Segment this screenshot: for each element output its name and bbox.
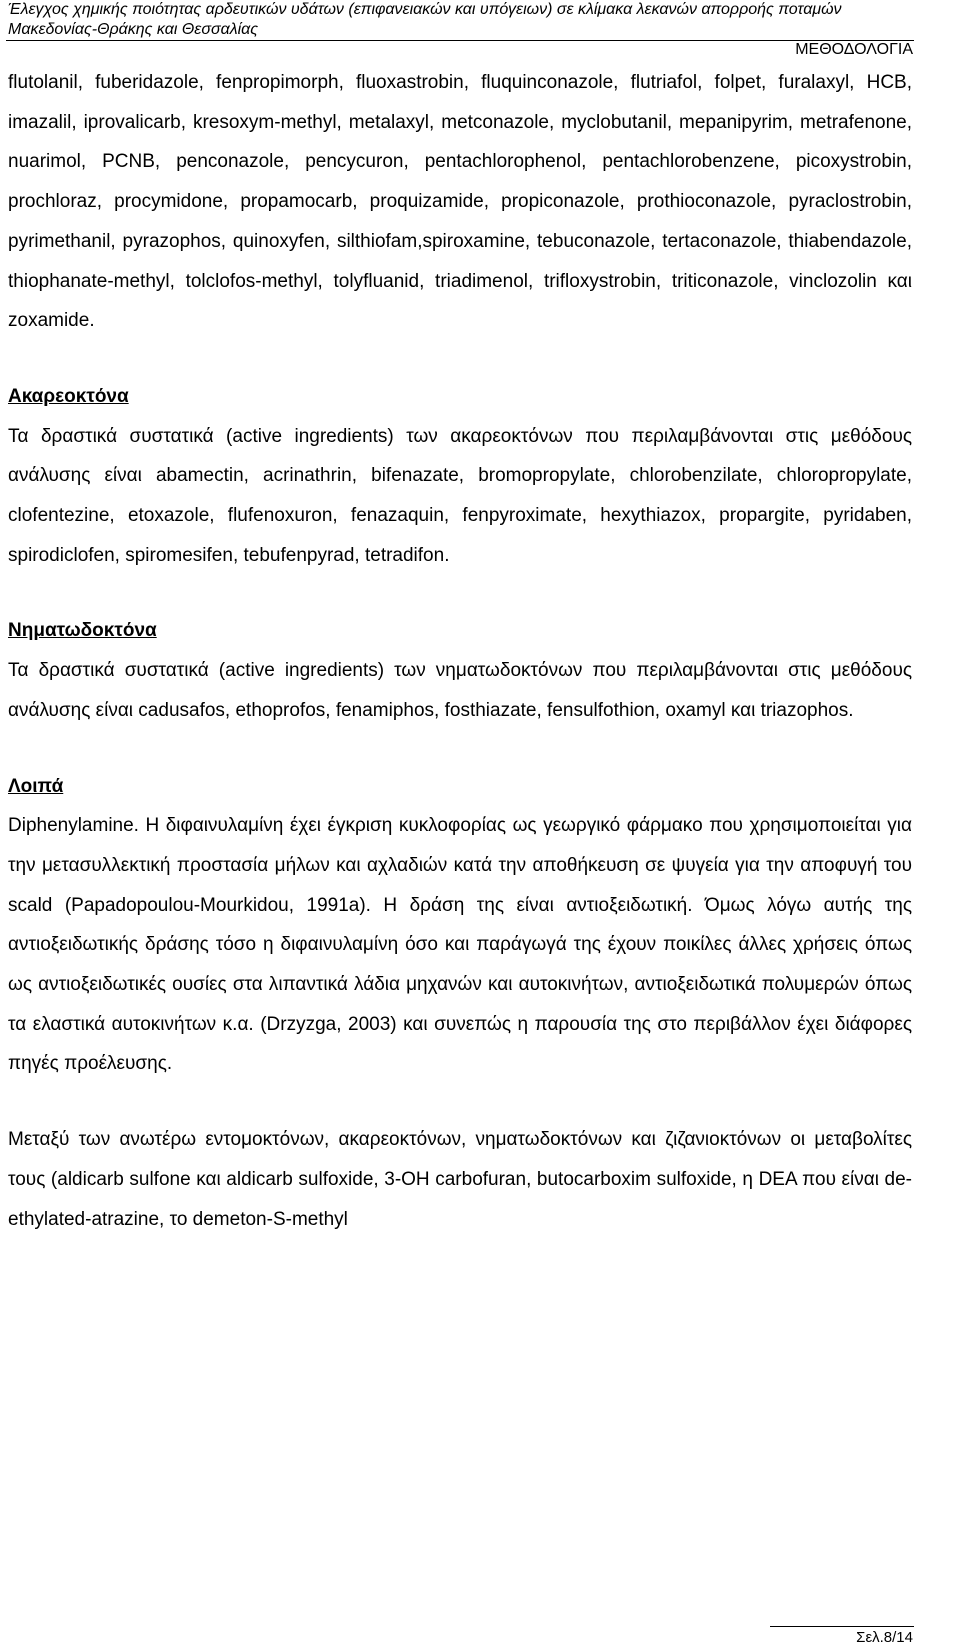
header-title-line1: Έλεγχος χημικής ποιότητας αρδευτικών υδάτων (επιφανειακών και υπόγειων) σε κλίμακα λεκανών απορροής ποταμών <box>8 1 842 18</box>
nematicides-heading: Νηματωδοκτόνα <box>8 620 157 642</box>
section-label: ΜΕΘΟΔΟΛΟΓΙΑ <box>795 41 913 58</box>
other-paragraph: Diphenylamine. Η διφαινυλαμίνη έχει έγκριση κυκλοφορίας ως γεωργικό φάρμακο που χρησιμοποιείται για την μετασυλλεκτική προστασία μήλων και αχλαδιών κατά την αποθήκευση σε ψυγεία για την αποφυγή του scald (Papadopoulou-Mourkidou, 1991a). Η δράση της είναι αντιοξειδωτική. Όμως λόγω αυτής της αντιοξειδωτικής δράσης τόσο η διφαινυλαμίνη όσο και παράγωγά της έχουν ποικίλες άλλες χρήσεις όπως ως αντιοξειδωτικές ουσίες στα λιπαντικά λάδια μηχανών και αυτοκινήτων, αντιοξειδωτικά πολυμερών όπως τα ελαστικά αυτοκινήτων κ.α. (Drzyzga, 2003) και συνεπώς η παρουσία της στο περιβάλλον έχει διάφορες πηγές προέλευσης. <box>8 815 912 1075</box>
fungicides-continued-paragraph: flutolanil, fuberidazole, fenpropimorph, fluoxastrobin, fluquinconazole, flutriafol, folpet, furalaxyl, HCB, imazalil, iprovalicarb, kresoxym-methyl, metalaxyl, metconazole, myclobutanil, mepanipyrim, metrafenone, nuarimol, PCNB, penconazole, pencycuron, pentachlorophenol, pentachlorobenzene, picoxystrobin, prochloraz, procymidone, propamocarb, proquizamide, propiconazole, prothioconazole, pyraclostrobin, pyrimethanil, pyrazophos, quinoxyfen, silthiofam,spiroxamine, tebuconazole, tertaconazole, thiabendazole, thiophanate-methyl, tolclofos-methyl, tolyfluanid, triadimenol, trifloxystrobin, triticonazole, vinclozolin και zoxamide. <box>8 72 912 332</box>
header-divider <box>6 40 914 41</box>
spacer <box>8 575 912 611</box>
nematicides-paragraph: Τα δραστικά συστατικά (active ingredients) των νηματωδοκτόνων που περιλαμβάνονται στις μεθόδους ανάλυσης είναι cadusafos, ethoprofos, fenamiphos, fosthiazate, fensulfothion, oxamyl και triazophos. <box>8 660 912 721</box>
metabolites-paragraph: Μεταξύ των ανωτέρω εντομοκτόνων, ακαρεοκτόνων, νηματωδοκτόνων και ζιζανιοκτόνων οι μεταβολίτες τους (aldicarb sulfone και aldicarb sulfoxide, 3-OH carbofuran, butocarboxim sulfoxide, η DEA που είναι de-ethylated-atrazine, το demeton-S-methyl <box>8 1129 912 1230</box>
spacer <box>8 1084 912 1120</box>
header-title-line2: Μακεδονίας-Θράκης και Θεσσαλίας <box>8 21 259 38</box>
other-heading: Λοιπά <box>8 775 64 797</box>
page-number: Σελ.8/14 <box>856 1629 913 1646</box>
footer-divider <box>770 1626 914 1627</box>
acaricides-heading: Ακαρεοκτόνα <box>8 385 129 407</box>
document-body <box>8 63 912 1239</box>
spacer <box>8 341 912 377</box>
page-header <box>8 0 913 40</box>
spacer <box>8 731 912 767</box>
acaricides-paragraph: Τα δραστικά συστατικά (active ingredients) των ακαρεοκτόνων που περιλαμβάνονται στις μεθόδους ανάλυσης είναι abamectin, acrinathrin, bifenazate, bromopropylate, chlorobenzilate, chloropropylate, clofentezine, etoxazole, flufenoxuron, fenazaquin, fenpyroximate, hexythiazox, propargite, pyridaben, spirodiclofen, spiromesifen, tebufenpyrad, tetradifon. <box>8 425 912 566</box>
